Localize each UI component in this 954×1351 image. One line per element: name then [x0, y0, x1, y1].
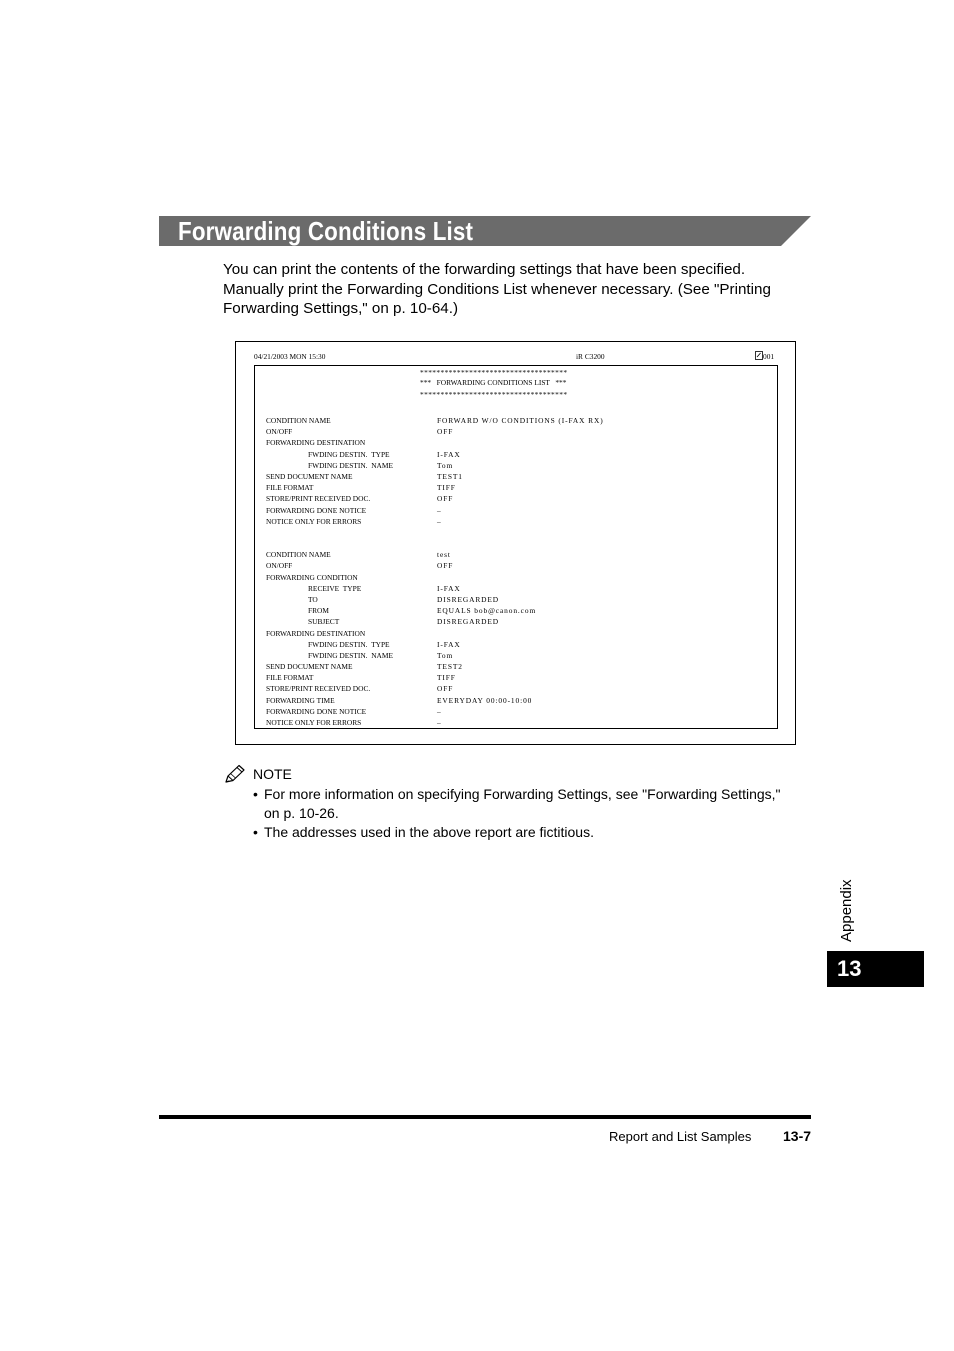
report-stars-bottom: ************************************ [420, 390, 568, 399]
report-label: SEND DOCUMENT NAME [266, 472, 353, 481]
report-label: STORE/PRINT RECEIVED DOC. [266, 684, 371, 693]
report-label: ON/OFF [266, 561, 293, 570]
report-value: OFF [437, 427, 454, 436]
report-label: NOTICE ONLY FOR ERRORS [266, 718, 362, 727]
report-value: test [437, 550, 451, 559]
page-title: Forwarding Conditions List [178, 216, 474, 246]
report-stars-top: ************************************ [420, 368, 568, 377]
report-label: STORE/PRINT RECEIVED DOC. [266, 494, 371, 503]
report-value: Tom [437, 461, 454, 470]
report-label: RECEIVE TYPE [308, 584, 362, 593]
report-value: – [437, 718, 441, 727]
footer-section-title: Report and List Samples [609, 1129, 752, 1144]
report-label: SUBJECT [308, 617, 340, 626]
report-label: FORWARDING DONE NOTICE [266, 506, 367, 515]
report-title: *** FORWARDING CONDITIONS LIST *** [420, 378, 567, 387]
footer-page-number: 13-7 [783, 1128, 812, 1144]
report-label: FWDING DESTIN. TYPE [308, 640, 390, 649]
report-value: I-FAX [437, 584, 461, 593]
report-label: CONDITION NAME [266, 416, 331, 425]
report-model: iR C3200 [576, 352, 605, 361]
report-value: – [437, 517, 441, 526]
report-value: TIFF [437, 673, 456, 682]
chapter-tab [827, 951, 924, 987]
chapter-number: 13 [837, 956, 862, 981]
report-label: FILE FORMAT [266, 673, 314, 682]
report-label: FROM [308, 606, 329, 615]
report-datetime: 04/21/2003 MON 15:30 [254, 352, 326, 361]
report-label: FORWARDING CONDITION [266, 573, 358, 582]
intro-paragraph: You can print the contents of the forwarding settings that have been specified. Manually print the Forwarding Conditions List whenever necessary. (See "Printing Forwarding Settings," on p. 10-64.) [223, 261, 771, 317]
footer-rule [159, 1115, 811, 1119]
report-value: – [437, 707, 441, 716]
note-item [253, 823, 798, 842]
report-value: OFF [437, 684, 454, 693]
report-value: DISREGARDED [437, 595, 500, 604]
report-value: OFF [437, 494, 454, 503]
report-value: – [437, 506, 441, 515]
report-value: TIFF [437, 483, 456, 492]
report-label: TO [308, 595, 318, 604]
report-value: TEST1 [437, 472, 463, 481]
note-item [253, 785, 798, 822]
report-label: FORWARDING DESTINATION [266, 629, 366, 638]
bullet-icon: • [253, 824, 258, 840]
report-value: I-FAX [437, 450, 461, 459]
report-label: FILE FORMAT [266, 483, 314, 492]
report-page [755, 351, 774, 361]
report-label: FWDING DESTIN. NAME [308, 651, 393, 660]
pencil-icon [224, 764, 246, 784]
report-value: Tom [437, 651, 454, 660]
report-label: FORWARDING TIME [266, 696, 335, 705]
report-label: FWDING DESTIN. NAME [308, 461, 393, 470]
report-label: ON/OFF [266, 427, 293, 436]
report-label: FORWARDING DONE NOTICE [266, 707, 367, 716]
report-value: EVERYDAY 00:00-10:00 [437, 696, 533, 705]
note-label: NOTE [253, 766, 292, 782]
page-icon [755, 351, 763, 360]
report-label: CONDITION NAME [266, 550, 331, 559]
report-value: TEST2 [437, 662, 463, 671]
report-label: SEND DOCUMENT NAME [266, 662, 353, 671]
report-label: FWDING DESTIN. TYPE [308, 450, 390, 459]
report-label: NOTICE ONLY FOR ERRORS [266, 517, 362, 526]
report-value: OFF [437, 561, 454, 570]
note-item-text: For more information on specifying Forwarding Settings, see "Forwarding Settings," on p. 10-26. [264, 786, 781, 821]
report-value: DISREGARDED [437, 617, 500, 626]
report-value: EQUALS bob@canon.com [437, 606, 537, 615]
report-page-number: 001 [763, 352, 775, 361]
bullet-icon: • [253, 786, 258, 802]
chapter-side-label: Appendix [838, 879, 855, 942]
note-item-text: The addresses used in the above report are fictitious. [264, 824, 594, 840]
report-label: FORWARDING DESTINATION [266, 438, 366, 447]
report-value: FORWARD W/O CONDITIONS (I-FAX RX) [437, 416, 604, 425]
report-value: I-FAX [437, 640, 461, 649]
